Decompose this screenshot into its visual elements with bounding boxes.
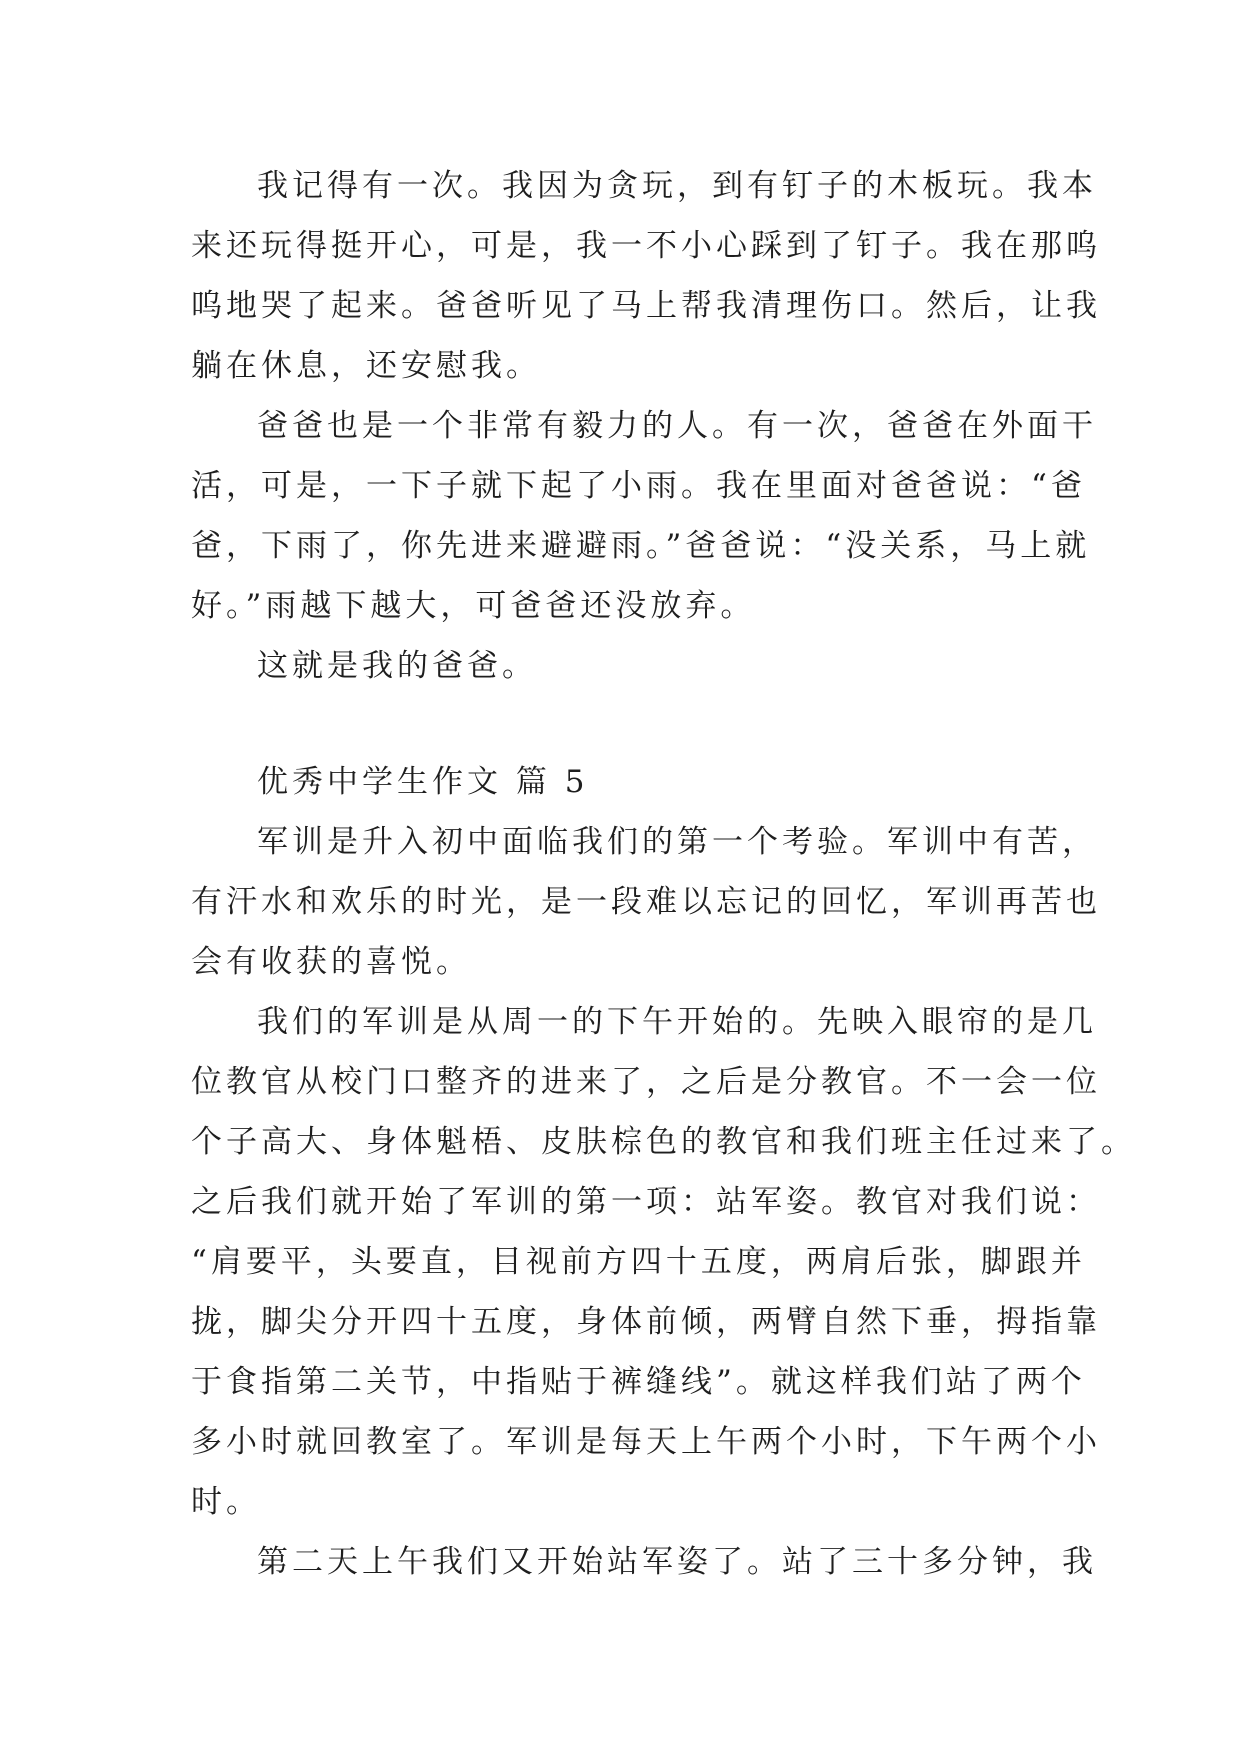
text-line: 拢，脚尖分开四十五度，身体前倾，两臂自然下垂，拇指靠 [191,1304,1101,1340]
text-line: 这就是我的爸爸。 [257,648,537,684]
text-line: 爸，下雨了，你先进来避避雨。”爸爸说：“没关系，马上就 [191,528,1091,564]
text-line: 活，可是，一下子就下起了小雨。我在里面对爸爸说：“爸 [191,468,1086,504]
text-line: 军训是升入初中面临我们的第一个考验。军训中有苦， [257,824,1097,860]
text-line: 会有收获的喜悦。 [191,944,471,980]
text-line: 爸爸也是一个非常有毅力的人。有一次，爸爸在外面干 [257,408,1097,444]
paragraph [191,396,1097,636]
paragraph [191,812,1101,992]
text-line: 位教官从校门口整齐的进来了，之后是分教官。不一会一位 [191,1064,1101,1100]
text-line: 呜地哭了起来。爸爸听见了马上帮我清理伤口。然后，让我 [191,288,1101,324]
text-line: 多小时就回教室了。军训是每天上午两个小时，下午两个小 [191,1424,1101,1460]
text-line: 有汗水和欢乐的时光，是一段难以忘记的回忆，军训再苦也 [191,884,1101,920]
text-line: 我记得有一次。我因为贪玩，到有钉子的木板玩。我本 [257,168,1097,204]
document-body [191,156,1136,1592]
text-line: 之后我们就开始了军训的第一项：站军姿。教官对我们说： [191,1184,1101,1220]
text-line: 第二天上午我们又开始站军姿了。站了三十多分钟，我 [257,1544,1097,1580]
text-line: 个子高大、身体魁梧、皮肤棕色的教官和我们班主任过来了。 [191,1124,1136,1160]
text-line: 躺在休息，还安慰我。 [191,348,541,384]
text-line: 时。 [191,1484,261,1520]
text-line: “肩要平，头要直，目视前方四十五度，两肩后张，脚跟并 [191,1244,1086,1280]
text-line: 来还玩得挺开心，可是，我一不小心踩到了钉子。我在那呜 [191,228,1101,264]
paragraph [191,156,1101,396]
paragraph [191,992,1136,1532]
text-line: 于食指第二关节，中指贴于裤缝线”。就这样我们站了两个 [191,1364,1086,1400]
section-spacer [191,696,1071,752]
text-line: 我们的军训是从周一的下午开始的。先映入眼帘的是几 [257,1004,1097,1040]
section-heading: 优秀中学生作文 篇 5 [257,764,589,800]
text-line: 好。”雨越下越大，可爸爸还没放弃。 [191,588,756,624]
paragraph [191,1532,1097,1592]
paragraph [191,636,1071,696]
